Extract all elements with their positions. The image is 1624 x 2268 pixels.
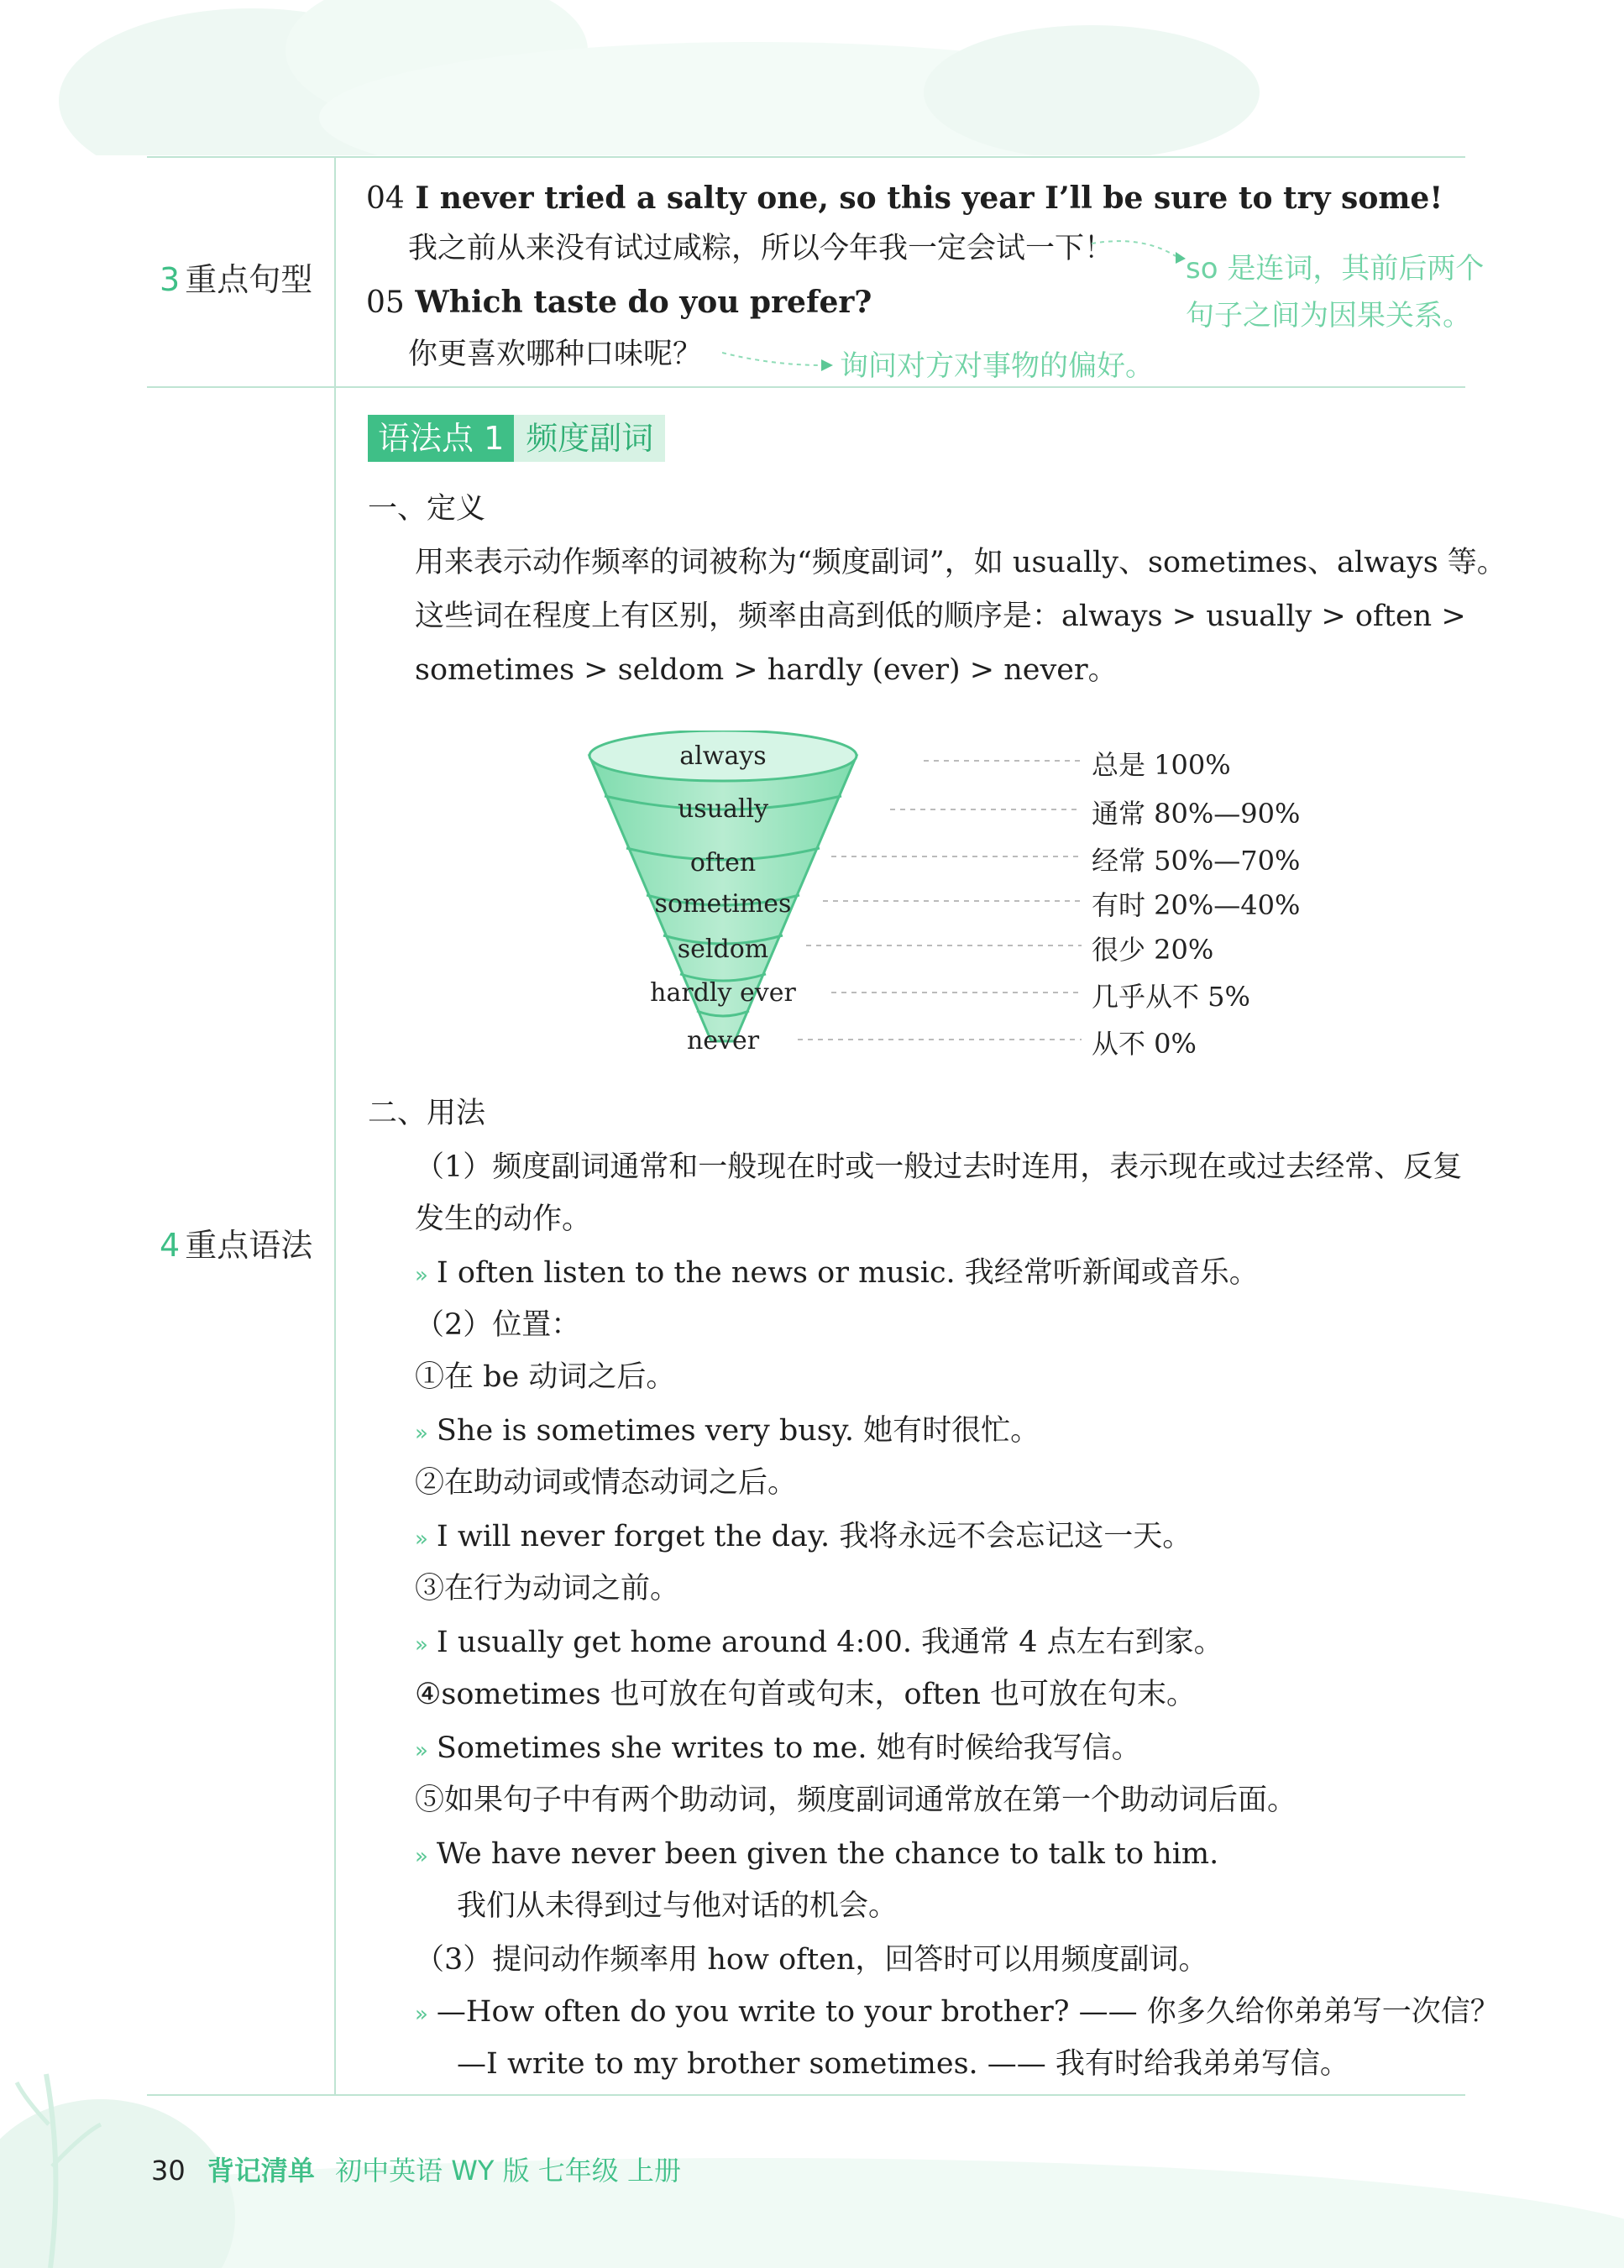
funnel-word-never: never (686, 1026, 760, 1055)
page-number: 30 (151, 2155, 186, 2187)
position-3: ③在行为动词之前。 (415, 1572, 680, 1605)
example-4: » I usually get home around 4:00. 我通常 4 点左右到家。 (415, 1626, 1223, 1659)
example-marker-icon: » (415, 1738, 428, 1763)
position-5: ⑤如果句子中有两个助动词，频度副词通常放在第一个助动词后面。 (415, 1783, 1297, 1817)
position-4: ④sometimes 也可放在句首或句末，often 也可放在句末。 (415, 1678, 1197, 1711)
footer-brand: 背记清单 (207, 2155, 315, 2187)
section-3-label: 3 重点句型 (160, 261, 313, 298)
example-7-answer: —I write to my brother sometimes. —— 我有时给我弟弟写信。 (457, 2047, 1349, 2081)
sentence-04: 04 I never tried a salty one, so this year I’ll be sure to try some! (366, 181, 1443, 216)
note-connector-1 (1092, 235, 1192, 269)
usage-heading: 二、用法 (368, 1097, 486, 1130)
definition-line-1: 用来表示动作频率的词被称为“频度副词”，如 usually、sometimes、always 等。 (415, 546, 1506, 579)
section-4-label: 4 重点语法 (160, 1227, 313, 1264)
example-2: » She is sometimes very busy. 她有时很忙。 (415, 1414, 1040, 1448)
position-2: ②在助动词或情态动词之后。 (415, 1466, 798, 1500)
example-5: » Sometimes she writes to me. 她有时候给我写信。 (415, 1731, 1141, 1765)
sentence-05-translation: 你更喜欢哪种口味呢？ (408, 338, 703, 371)
definition-line-3: sometimes > seldom > hardly (ever) > never。 (415, 653, 1118, 687)
usage-2: （2）位置： (415, 1308, 581, 1342)
freq-pct-sometimes: 有时 20%—40% (1092, 889, 1301, 921)
definition-heading: 一、定义 (368, 492, 486, 526)
funnel-word-sometimes: sometimes (654, 889, 792, 919)
freq-pct-never: 从不 0% (1092, 1028, 1197, 1060)
divider-middle (147, 386, 1465, 388)
usage-1-line-2: 发生的动作。 (415, 1202, 592, 1236)
note-connector-2 (722, 344, 840, 378)
funnel-word-seldom: seldom (677, 935, 769, 964)
definition-line-2: 这些词在程度上有区别，频率由高到低的顺序是：always > usually > often > (415, 600, 1466, 633)
bottom-decoration (0, 1998, 1624, 2268)
grammar-point-tag: 语法点 1 频度副词 (368, 415, 665, 462)
example-marker-icon: » (415, 1844, 428, 1869)
page-footer (151, 2150, 681, 2188)
divider-top (147, 156, 1465, 158)
example-6: » We have never been given the chance to talk to him. (415, 1837, 1219, 1871)
grass-decoration-icon (0, 1998, 1624, 2268)
example-6-translation: 我们从未得到过与他对话的机会。 (457, 1889, 898, 1923)
note-so-conjunction-line1: so 是连词，其前后两个 (1186, 252, 1485, 285)
freq-pct-always: 总是 100% (1092, 749, 1231, 781)
column-divider (334, 156, 336, 2096)
divider-bottom (147, 2094, 1465, 2096)
footer-subtitle: 初中英语 WY 版 七年级 上册 (335, 2155, 681, 2187)
example-7: » —How often do you write to your brother? —— 你多久给你弟弟写一次信？ (415, 1995, 1500, 2029)
freq-pct-usually: 通常 80%—90% (1092, 798, 1301, 830)
freq-pct-hardly-ever: 几乎从不 5% (1092, 981, 1250, 1013)
funnel-leader-lines (798, 761, 1082, 1040)
example-3: » I will never forget the day. 我将永远不会忘记这一天。 (415, 1520, 1192, 1553)
usage-3: （3）提问动作频率用 how often，回答时可以用频度副词。 (415, 1943, 1208, 1977)
note-so-conjunction-line2: 句子之间为因果关系。 (1186, 299, 1471, 333)
sentence-05: 05 Which taste do you prefer? (366, 285, 872, 320)
freq-pct-seldom: 很少 20% (1092, 934, 1214, 966)
example-marker-icon: » (415, 1632, 428, 1658)
funnel-word-always: always (679, 741, 767, 771)
position-1: ①在 be 动词之后。 (415, 1360, 676, 1394)
usage-1-line-1: （1）频度副词通常和一般现在时或一般过去时连用，表示现在或过去经常、反复 (415, 1150, 1463, 1184)
funnel-word-usually: usually (677, 794, 769, 824)
funnel-word-often: often (689, 848, 757, 877)
cloud-decoration-icon (0, 0, 1624, 155)
example-1: » I often listen to the news or music. 我经常听新闻或音乐。 (415, 1256, 1259, 1290)
note-preference: 询问对方对事物的偏好。 (840, 349, 1154, 383)
example-marker-icon: » (415, 1263, 428, 1288)
example-marker-icon: » (415, 2002, 428, 2027)
example-marker-icon: » (415, 1421, 428, 1446)
sentence-04-translation: 我之前从来没有试过咸粽，所以今年我一定会试一下！ (408, 232, 1114, 265)
top-decoration (0, 0, 1624, 155)
funnel-word-hardly-ever: hardly ever (650, 978, 796, 1008)
example-marker-icon: » (415, 1527, 428, 1552)
freq-pct-often: 经常 50%—70% (1092, 845, 1301, 877)
